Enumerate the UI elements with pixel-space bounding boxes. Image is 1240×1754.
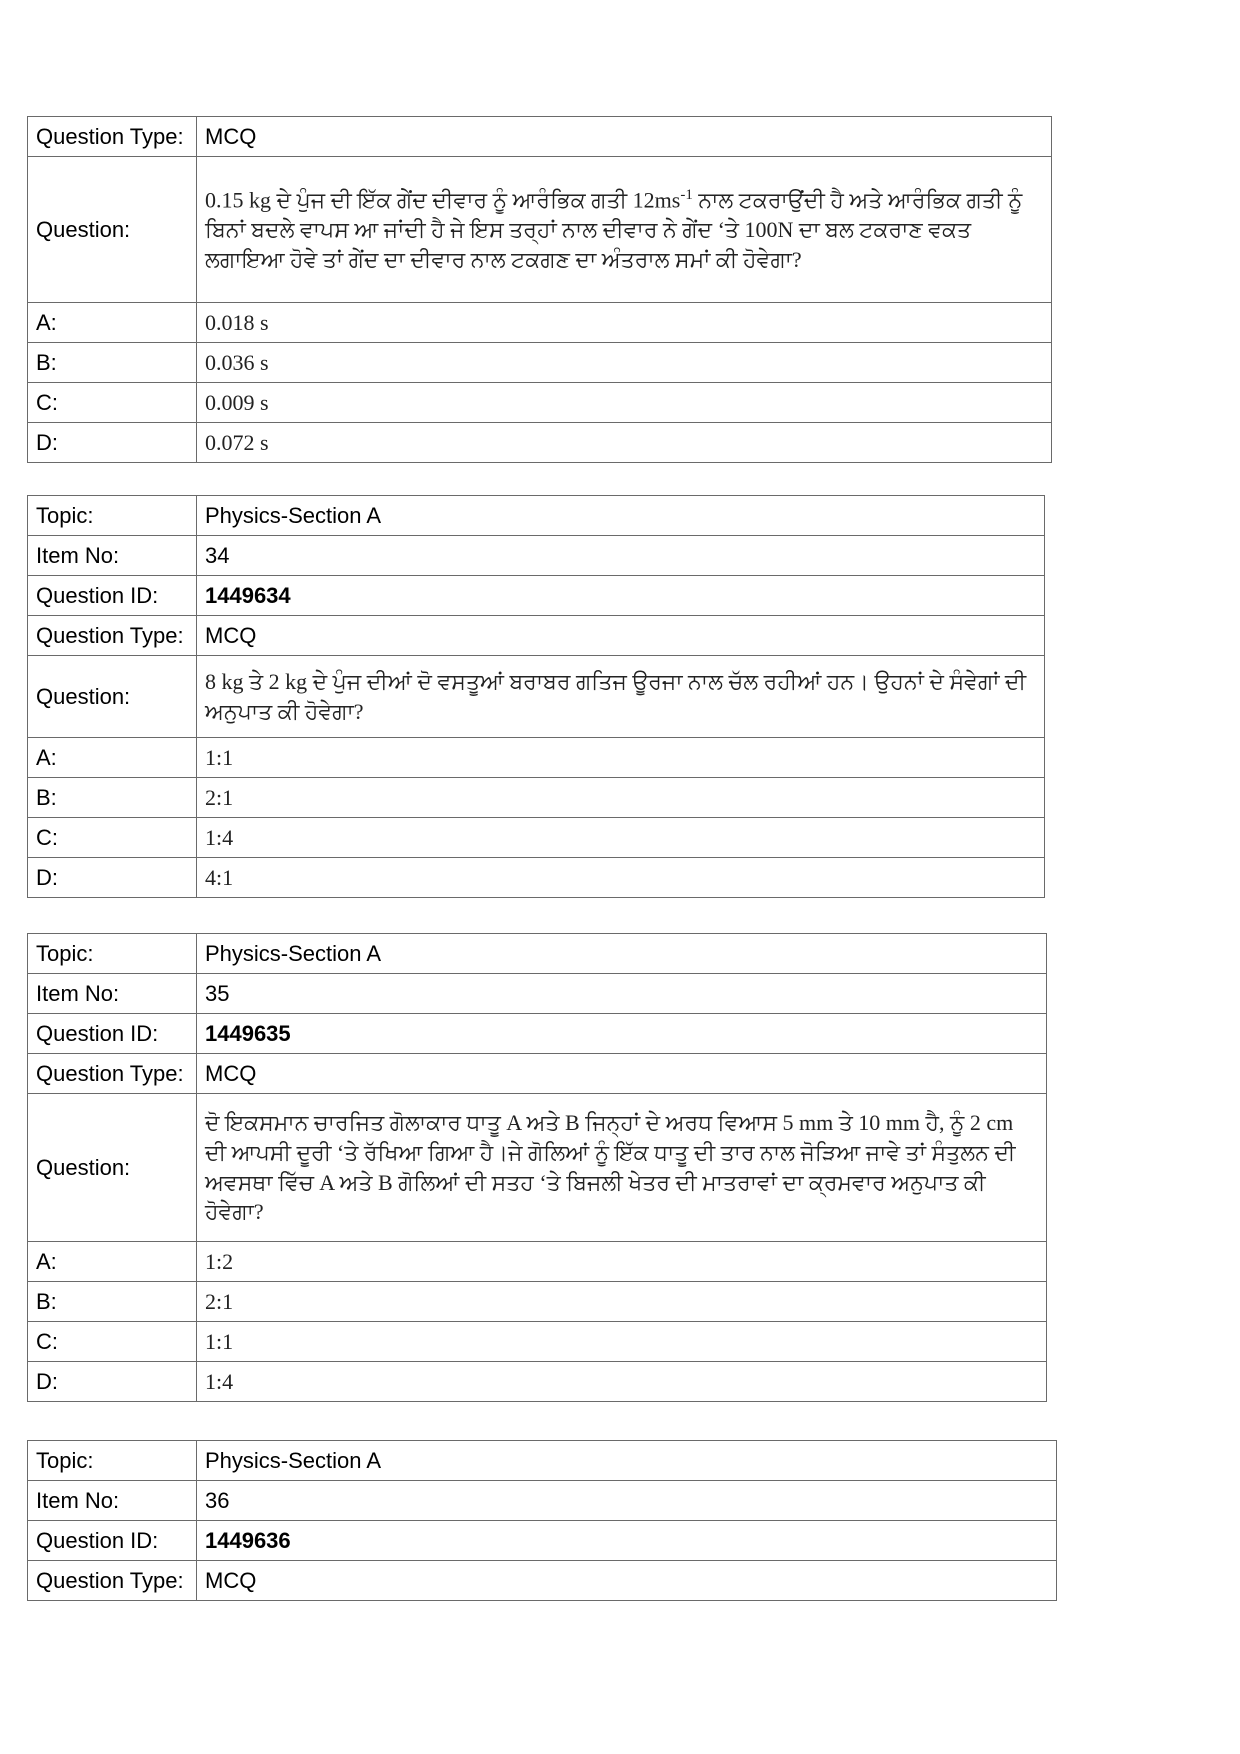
option-value-b: 0.036 s xyxy=(197,343,1052,383)
option-value-a: 1:2 xyxy=(197,1242,1047,1282)
question-label: Question: xyxy=(28,656,197,738)
option-row-c xyxy=(28,383,1052,423)
option-label-c: C: xyxy=(28,818,197,858)
option-row-b xyxy=(28,778,1045,818)
item-no-value: 36 xyxy=(197,1481,1057,1521)
question-label: Question: xyxy=(28,157,197,303)
option-value-b: 2:1 xyxy=(197,1282,1047,1322)
item-no-label: Item No: xyxy=(28,1481,197,1521)
question-block-36 xyxy=(27,1440,1057,1601)
option-label-c: C: xyxy=(28,1322,197,1362)
item-no-row xyxy=(28,1481,1057,1521)
option-row-d xyxy=(28,423,1052,463)
option-value-c: 1:4 xyxy=(197,818,1045,858)
question-type-row xyxy=(28,616,1045,656)
option-row-a xyxy=(28,738,1045,778)
question-block-33 xyxy=(27,116,1052,463)
item-no-label: Item No: xyxy=(28,974,197,1014)
option-row-b xyxy=(28,1282,1047,1322)
question-text: 8 kg ਤੇ 2 kg ਦੇ ਪੁੰਜ ਦੀਆਂ ਦੋ ਵਸਤੂਆਂ ਬਰਾਬਰ ਗਤਿਜ ਊਰਜਾ ਨਾਲ ਚੱਲ ਰਹੀਆਂ ਹਨ। ਉਹਨਾਂ ਦੇ ਸੰਵੇਗਾਂ ਦੀ ਅਨੁਪਾਤ ਕੀ ਹੋਵੇਗਾ? xyxy=(197,656,1045,738)
option-row-d xyxy=(28,1362,1047,1402)
question-text-end: ਨਾਲ ਟਕਰਾਉਂਦੀ ਹੈ ਅਤੇ ਆਰੰਭਿਕ ਗਤੀ ਨੂੰ ਬਿਨਾਂ ਬਦਲੇ ਵਾਪਸ ਆ ਜਾਂਦੀ ਹੈ ਜੇ ਇਸ ਤਰ੍ਹਾਂ ਨਾਲ ਦੀਵਾਰ ਨੇ ਗੇਂਦ ‘ਤੇ 100N ਦਾ ਬਲ ਟਕਰਾਣ ਵਕਤ ਲਗਾਇਆ ਹੋਵੇ ਤਾਂ ਗੇਂਦ ਦਾ ਦੀਵਾਰ ਨਾਲ ਟਕਗਣ ਦਾ ਅੰਤਰਾਲ ਸਮਾਂ ਕੀ ਹੋਵੇਗਾ? xyxy=(205,187,1023,272)
option-row-a xyxy=(28,1242,1047,1282)
question-type-row xyxy=(28,1054,1047,1094)
item-no-row xyxy=(28,974,1047,1014)
option-row-d xyxy=(28,858,1045,898)
topic-value: Physics-Section A xyxy=(197,1441,1057,1481)
question-label: Question: xyxy=(28,1094,197,1242)
question-id-value: 1449636 xyxy=(197,1521,1057,1561)
option-label-d: D: xyxy=(28,423,197,463)
question-type-value: MCQ xyxy=(197,117,1052,157)
question-text-start: 0.15 kg ਦੇ ਪੁੰਜ ਦੀ ਇੱਕ ਗੇਂਦ ਦੀਵਾਰ ਨੂੰ ਆਰੰਭਿਕ ਗਤੀ 12ms xyxy=(205,187,681,213)
option-value-d: 4:1 xyxy=(197,858,1045,898)
topic-row xyxy=(28,934,1047,974)
option-label-d: D: xyxy=(28,858,197,898)
option-label-c: C: xyxy=(28,383,197,423)
question-id-value: 1449634 xyxy=(197,576,1045,616)
question-id-row xyxy=(28,1521,1057,1561)
option-value-b: 2:1 xyxy=(197,778,1045,818)
topic-row xyxy=(28,1441,1057,1481)
option-value-d: 1:4 xyxy=(197,1362,1047,1402)
option-label-b: B: xyxy=(28,778,197,818)
option-value-c: 1:1 xyxy=(197,1322,1047,1362)
option-label-a: A: xyxy=(28,738,197,778)
option-value-c: 0.009 s xyxy=(197,383,1052,423)
question-type-value: MCQ xyxy=(197,1054,1047,1094)
question-type-row xyxy=(28,1561,1057,1601)
question-id-row xyxy=(28,1014,1047,1054)
option-label-b: B: xyxy=(28,343,197,383)
question-row xyxy=(28,1094,1047,1242)
option-row-c xyxy=(28,818,1045,858)
option-row-b xyxy=(28,343,1052,383)
question-id-label: Question ID: xyxy=(28,576,197,616)
question-type-label: Question Type: xyxy=(28,1054,197,1094)
option-value-d: 0.072 s xyxy=(197,423,1052,463)
option-label-d: D: xyxy=(28,1362,197,1402)
topic-label: Topic: xyxy=(28,934,197,974)
question-text: ਦੋ ਇਕਸਮਾਨ ਚਾਰਜਿਤ ਗੋਲਾਕਾਰ ਧਾਤੂ A ਅਤੇ B ਜਿਨ੍ਹਾਂ ਦੇ ਅਰਧ ਵਿਆਸ 5 mm ਤੇ 10 mm ਹੈ, ਨੂੰ 2 cm ਦੀ ਆਪਸੀ ਦੂਰੀ ‘ਤੇ ਰੱਖਿਆ ਗਿਆ ਹੈ।ਜੇ ਗੋਲਿਆਂ ਨੂੰ ਇੱਕ ਧਾਤੂ ਦੀ ਤਾਰ ਨਾਲ ਜੋੜਿਆ ਜਾਵੇ ਤਾਂ ਸੰਤੁਲਨ ਦੀ ਅਵਸਥਾ ਵਿੱਚ A ਅਤੇ B ਗੋਲਿਆਂ ਦੀ ਸਤਹ ‘ਤੇ ਬਿਜਲੀ ਖੇਤਰ ਦੀ ਮਾਤਰਾਵਾਂ ਦਾ ਕ੍ਰਮਵਾਰ ਅਨੁਪਾਤ ਕੀ ਹੋਵੇਗਾ? xyxy=(197,1094,1047,1242)
question-type-row xyxy=(28,117,1052,157)
item-no-value: 34 xyxy=(197,536,1045,576)
option-value-a: 0.018 s xyxy=(197,303,1052,343)
question-block-35 xyxy=(27,933,1047,1402)
question-id-row xyxy=(28,576,1045,616)
question-type-label: Question Type: xyxy=(28,616,197,656)
option-row-c xyxy=(28,1322,1047,1362)
question-row xyxy=(28,157,1052,303)
question-block-34 xyxy=(27,495,1045,898)
question-id-label: Question ID: xyxy=(28,1521,197,1561)
question-id-value: 1449635 xyxy=(197,1014,1047,1054)
question-type-label: Question Type: xyxy=(28,117,197,157)
question-type-value: MCQ xyxy=(197,1561,1057,1601)
item-no-row xyxy=(28,536,1045,576)
topic-value: Physics-Section A xyxy=(197,496,1045,536)
question-text-superscript: -1 xyxy=(680,186,693,203)
item-no-value: 35 xyxy=(197,974,1047,1014)
option-value-a: 1:1 xyxy=(197,738,1045,778)
topic-value: Physics-Section A xyxy=(197,934,1047,974)
question-text xyxy=(197,157,1052,303)
topic-label: Topic: xyxy=(28,1441,197,1481)
question-id-label: Question ID: xyxy=(28,1014,197,1054)
question-type-label: Question Type: xyxy=(28,1561,197,1601)
question-type-value: MCQ xyxy=(197,616,1045,656)
option-label-a: A: xyxy=(28,303,197,343)
option-label-a: A: xyxy=(28,1242,197,1282)
question-row xyxy=(28,656,1045,738)
topic-label: Topic: xyxy=(28,496,197,536)
option-label-b: B: xyxy=(28,1282,197,1322)
item-no-label: Item No: xyxy=(28,536,197,576)
option-row-a xyxy=(28,303,1052,343)
topic-row xyxy=(28,496,1045,536)
